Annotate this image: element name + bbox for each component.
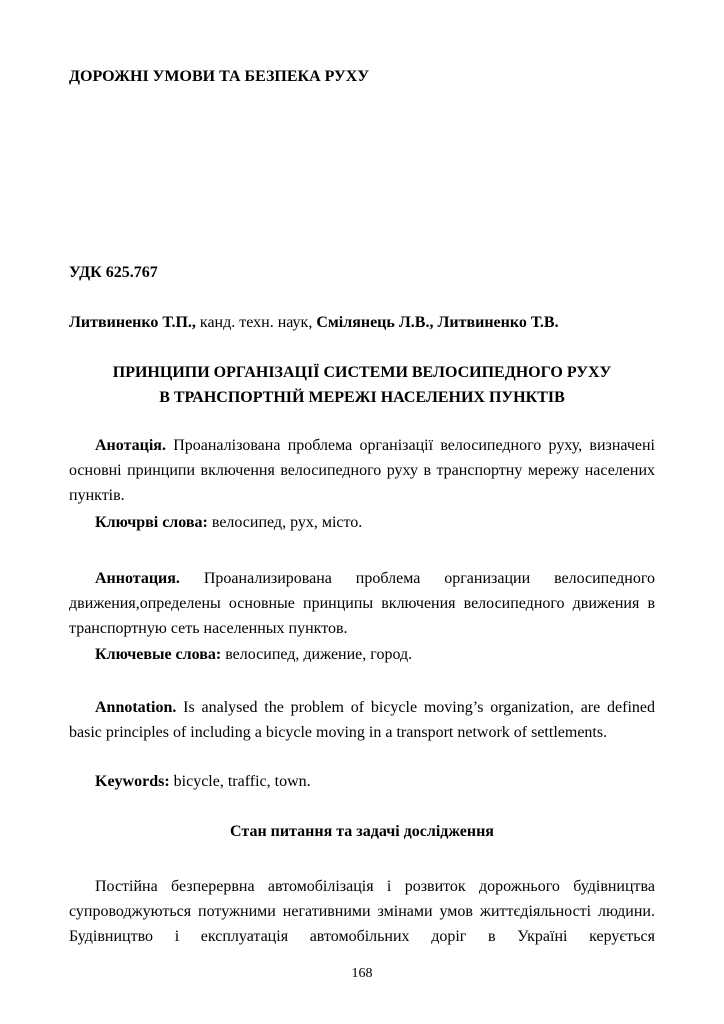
- paper-title-line-1: ПРИНЦИПИ ОРГАНІЗАЦІЇ СИСТЕМИ ВЕЛОСИПЕДНОГО РУХУ: [112, 364, 612, 381]
- keywords-russian-label: Ключевые слова:: [95, 646, 222, 663]
- keywords-ukrainian-label: Ключрві слова:: [95, 514, 208, 531]
- abstract-english-text: Is analysed the problem of bicycle moving’s organization, are defined basic principles of including a bicycle moving in a transport network of settlements.: [69, 699, 655, 741]
- author-1-degree: канд. техн. наук,: [195, 314, 317, 331]
- subsection-heading: Стан питання та задачі дослідження: [230, 823, 494, 840]
- udk-code: УДК 625.767: [69, 264, 158, 281]
- keywords-english-text: bicycle, traffic, town.: [169, 773, 311, 790]
- keywords-english-label: Keywords:: [95, 773, 170, 790]
- abstract-ukrainian-label: Анотація.: [95, 437, 166, 454]
- abstract-russian: [69, 566, 655, 641]
- authors-line: [69, 314, 559, 332]
- abstract-russian-text: Проанализирована проблема организации велосипедного движения,определены основные принципы включения велосипедного движения в транспортную сеть населенных пунктов.: [69, 570, 655, 637]
- author-1: Литвиненко Т.П.,: [69, 314, 196, 331]
- author-2-3: Смілянець Л.В., Литвиненко Т.В.: [316, 314, 559, 331]
- keywords-russian-text: велосипед, дижение, город.: [221, 646, 413, 663]
- abstract-english-label: Annotation.: [95, 699, 177, 716]
- keywords-russian: [95, 646, 412, 664]
- keywords-ukrainian: [95, 514, 362, 532]
- body-paragraph: Постійна безперервна автомобілізація і розвиток дорожнього будівництва супроводжуються потужними негативними змінами умов життєдіяльності людини. Будівництво і експлуатація автомобільних доріг в Україні керується: [69, 878, 655, 945]
- abstract-russian-label: Аннотация.: [95, 570, 180, 587]
- abstract-ukrainian: [69, 433, 655, 508]
- section-heading: ДОРОЖНІ УМОВИ ТА БЕЗПЕКА РУХУ: [69, 68, 370, 85]
- keywords-ukrainian-text: велосипед, рух, місто.: [207, 514, 363, 531]
- abstract-english: [69, 695, 655, 745]
- abstract-ukrainian-text: Проаналізована проблема організації велосипедного руху, визначені основні принципи включення велосипедного руху в транспортну мережу населених пунктів.: [69, 437, 655, 504]
- page-number: 168: [351, 966, 373, 981]
- paper-title-line-2: В ТРАНСПОРТНІЙ МЕРЕЖІ НАСЕЛЕНИХ ПУНКТІВ: [159, 389, 565, 406]
- keywords-english: [95, 773, 311, 791]
